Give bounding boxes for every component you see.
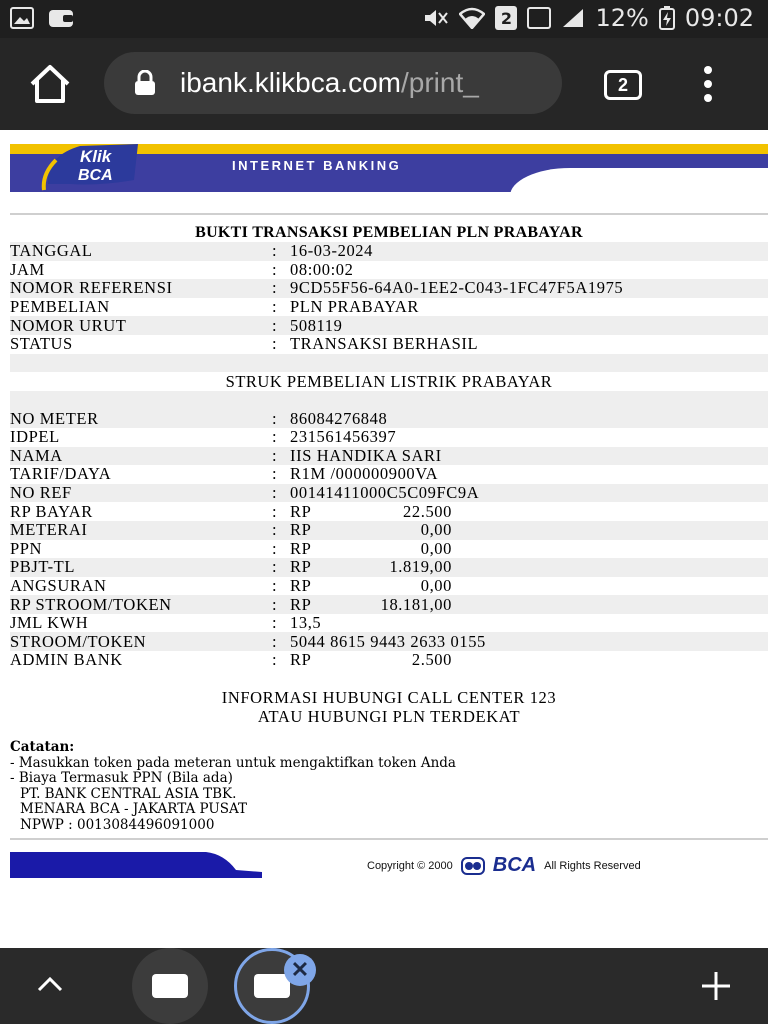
table-row xyxy=(10,521,768,540)
row-value-cell xyxy=(290,483,768,503)
row-currency: RP xyxy=(290,520,312,540)
row-label: IDPEL xyxy=(10,427,60,447)
row-separator: : xyxy=(272,241,278,261)
browser-toolbar xyxy=(0,38,768,130)
notes-heading: Catatan: xyxy=(10,739,75,755)
row-label: STROOM/TOKEN xyxy=(10,631,147,651)
row-value: TRANSAKSI BERHASIL xyxy=(290,334,479,354)
table-row xyxy=(10,540,768,559)
row-separator: : xyxy=(272,464,278,484)
row-label: JML KWH xyxy=(10,613,89,633)
row-currency: RP xyxy=(290,650,312,670)
row-separator: : xyxy=(272,501,278,521)
info-line-2: ATAU HUBUNGI PLN TERDEKAT xyxy=(257,707,521,726)
row-separator: : xyxy=(272,334,278,354)
row-label: NAMA xyxy=(10,445,63,465)
table-row xyxy=(10,502,768,521)
row-label: NOMOR REFERENSI xyxy=(10,278,173,298)
address-bar[interactable] xyxy=(104,52,562,114)
row-label: RP BAYAR xyxy=(10,501,93,521)
row-value: 13,5 xyxy=(290,613,322,633)
chevron-up-icon[interactable] xyxy=(36,974,64,994)
row-value-cell xyxy=(290,241,768,261)
overflow-menu-icon[interactable] xyxy=(700,66,716,102)
table-row xyxy=(10,335,768,354)
klikbca-logo xyxy=(40,140,140,200)
row-value-cell xyxy=(290,502,768,522)
row-separator: : xyxy=(272,538,278,558)
row-label: NOMOR URUT xyxy=(10,315,127,335)
row-separator: : xyxy=(272,650,278,670)
table-row xyxy=(10,632,768,651)
divider xyxy=(10,838,768,840)
table-row xyxy=(10,651,768,670)
row-amount: 18.181,00 xyxy=(380,594,452,614)
battery-percent: 12% xyxy=(595,4,649,32)
receipt xyxy=(10,224,768,670)
row-value-cell xyxy=(290,650,768,670)
table-row xyxy=(10,614,768,633)
row-value-cell xyxy=(290,520,768,540)
tab-strip xyxy=(0,948,768,1024)
row-value-cell xyxy=(290,557,768,577)
row-value: 16-03-2024 xyxy=(290,241,373,261)
transaction-table xyxy=(10,242,768,354)
row-label: ANGSURAN xyxy=(10,575,107,595)
klikbca-favicon-icon xyxy=(152,974,188,998)
bca-brand: BCA xyxy=(492,854,537,876)
info-line-1: INFORMASI HUBUNGI CALL CENTER 123 xyxy=(221,688,557,707)
url-host: ibank.klikbca.com xyxy=(180,67,401,98)
wallet-icon xyxy=(48,7,74,29)
row-value-cell xyxy=(290,278,768,298)
row-label: RP STROOM/TOKEN xyxy=(10,594,172,614)
row-label: NO REF xyxy=(10,483,72,503)
row-value-cell xyxy=(290,260,768,280)
company-line: PT. BANK CENTRAL ASIA TBK. xyxy=(20,785,237,802)
table-row xyxy=(10,447,768,466)
row-amount: 1.819,00 xyxy=(389,557,452,577)
row-value-cell xyxy=(290,316,768,336)
row-value-cell xyxy=(290,576,768,596)
home-icon[interactable] xyxy=(28,62,72,106)
new-tab-icon[interactable] xyxy=(700,970,732,1002)
table-row xyxy=(10,465,768,484)
row-label: STATUS xyxy=(10,334,73,354)
row-value-cell xyxy=(290,595,768,615)
row-value: 08:00:02 xyxy=(290,259,354,279)
row-value-cell xyxy=(290,409,768,429)
info-block xyxy=(10,688,768,726)
row-separator: : xyxy=(272,408,278,428)
row-label: ADMIN BANK xyxy=(10,650,123,670)
row-value-cell xyxy=(290,539,768,559)
row-currency: RP xyxy=(290,594,312,614)
row-separator: : xyxy=(272,557,278,577)
row-value: PLN PRABAYAR xyxy=(290,297,420,317)
klikbca-header xyxy=(10,142,768,202)
svg-text:BCA: BCA xyxy=(78,167,113,184)
table-row xyxy=(10,242,768,261)
battery-charging-icon xyxy=(659,6,675,30)
tab-thumbnail[interactable] xyxy=(132,948,208,1024)
notes-block xyxy=(10,740,758,833)
table-row xyxy=(10,558,768,577)
table-row xyxy=(10,577,768,596)
copyright-line xyxy=(367,854,641,877)
table-row xyxy=(10,261,768,280)
row-separator: : xyxy=(272,259,278,279)
row-value: 5044 8615 9443 2633 0155 xyxy=(290,631,486,651)
row-value: 86084276848 xyxy=(290,408,388,428)
row-separator: : xyxy=(272,483,278,503)
row-label: PEMBELIAN xyxy=(10,297,110,317)
copyright-text: Copyright © 2000 xyxy=(367,859,453,872)
row-value-cell xyxy=(290,297,768,317)
row-separator: : xyxy=(272,278,278,298)
row-value-cell xyxy=(290,464,768,484)
company-line: NPWP : 0013084496091000 xyxy=(20,816,215,833)
row-amount: 22.500 xyxy=(403,501,452,521)
row-separator: : xyxy=(272,315,278,335)
url-path: /print_ xyxy=(400,67,479,98)
row-value: 231561456397 xyxy=(290,427,397,447)
row-amount: 0,00 xyxy=(420,538,452,558)
svg-text:Klik: Klik xyxy=(80,147,112,166)
row-value-cell xyxy=(290,632,768,652)
row-separator: : xyxy=(272,594,278,614)
row-label: TARIF/DAYA xyxy=(10,464,112,484)
mute-icon xyxy=(423,7,449,29)
bca-emblem-icon xyxy=(461,857,485,875)
clock: 09:02 xyxy=(684,4,754,32)
web-page xyxy=(0,130,768,948)
table-row xyxy=(10,595,768,614)
row-value-cell xyxy=(290,446,768,466)
table-row xyxy=(10,484,768,503)
row-value-cell xyxy=(290,613,768,633)
row-label: NO METER xyxy=(10,408,99,428)
section-title: STRUK PEMBELIAN LISTRIK PRABAYAR xyxy=(225,372,553,392)
header-title: INTERNET BANKING xyxy=(232,158,402,173)
row-value: IIS HANDIKA SARI xyxy=(290,445,442,465)
row-amount: 2.500 xyxy=(411,650,452,670)
company-line: MENARA BCA - JAKARTA PUSAT xyxy=(20,801,248,817)
signal-icon xyxy=(561,7,585,29)
row-currency: RP xyxy=(290,557,312,577)
table-row xyxy=(10,279,768,298)
receipt-title: BUKTI TRANSAKSI PEMBELIAN PLN PRABAYAR xyxy=(195,224,583,241)
row-separator: : xyxy=(272,427,278,447)
rights-text: All Rights Reserved xyxy=(544,859,641,872)
row-currency: RP xyxy=(290,501,312,521)
tab-switcher-button[interactable]: 2 xyxy=(604,70,642,100)
divider xyxy=(10,213,768,215)
row-value: 00141411000C5C09FC9A xyxy=(290,483,480,503)
row-amount: 0,00 xyxy=(420,575,452,595)
table-row xyxy=(10,316,768,335)
row-label: TANGGAL xyxy=(10,241,93,261)
row-value: 9CD55F56-64A0-1EE2-C043-1FC47F5A1975 xyxy=(290,278,624,298)
row-value-cell xyxy=(290,334,768,354)
row-label: METERAI xyxy=(10,520,88,540)
row-value: 508119 xyxy=(290,315,343,335)
row-value: R1M /000000900VA xyxy=(290,464,439,484)
row-currency: RP xyxy=(290,575,312,595)
gallery-icon xyxy=(10,7,34,29)
row-amount: 0,00 xyxy=(420,520,452,540)
row-separator: : xyxy=(272,631,278,651)
row-value-cell xyxy=(290,427,768,447)
table-row xyxy=(10,428,768,447)
row-separator: : xyxy=(272,297,278,317)
row-label: PPN xyxy=(10,538,43,558)
close-tab-icon[interactable]: ✕ xyxy=(284,954,316,986)
sim-slot-badge: 2 xyxy=(495,6,517,30)
row-separator: : xyxy=(272,520,278,540)
note-line: - Masukkan token pada meteran untuk mengaktifkan token Anda xyxy=(10,754,456,771)
detail-table xyxy=(10,409,768,669)
no-signal-icon xyxy=(527,7,551,29)
lock-icon xyxy=(134,70,156,96)
note-line: - Biaya Termasuk PPN (Bila ada) xyxy=(10,770,233,786)
wifi-icon xyxy=(459,7,485,29)
table-row xyxy=(10,298,768,317)
status-bar xyxy=(0,0,768,38)
footer-blue-bar xyxy=(10,850,262,878)
table-row xyxy=(10,409,768,428)
klikbca-favicon-icon xyxy=(254,974,290,998)
row-label: PBJT-TL xyxy=(10,557,76,577)
row-separator: : xyxy=(272,613,278,633)
row-separator: : xyxy=(272,575,278,595)
row-separator: : xyxy=(272,445,278,465)
row-currency: RP xyxy=(290,538,312,558)
row-label: JAM xyxy=(10,259,45,279)
